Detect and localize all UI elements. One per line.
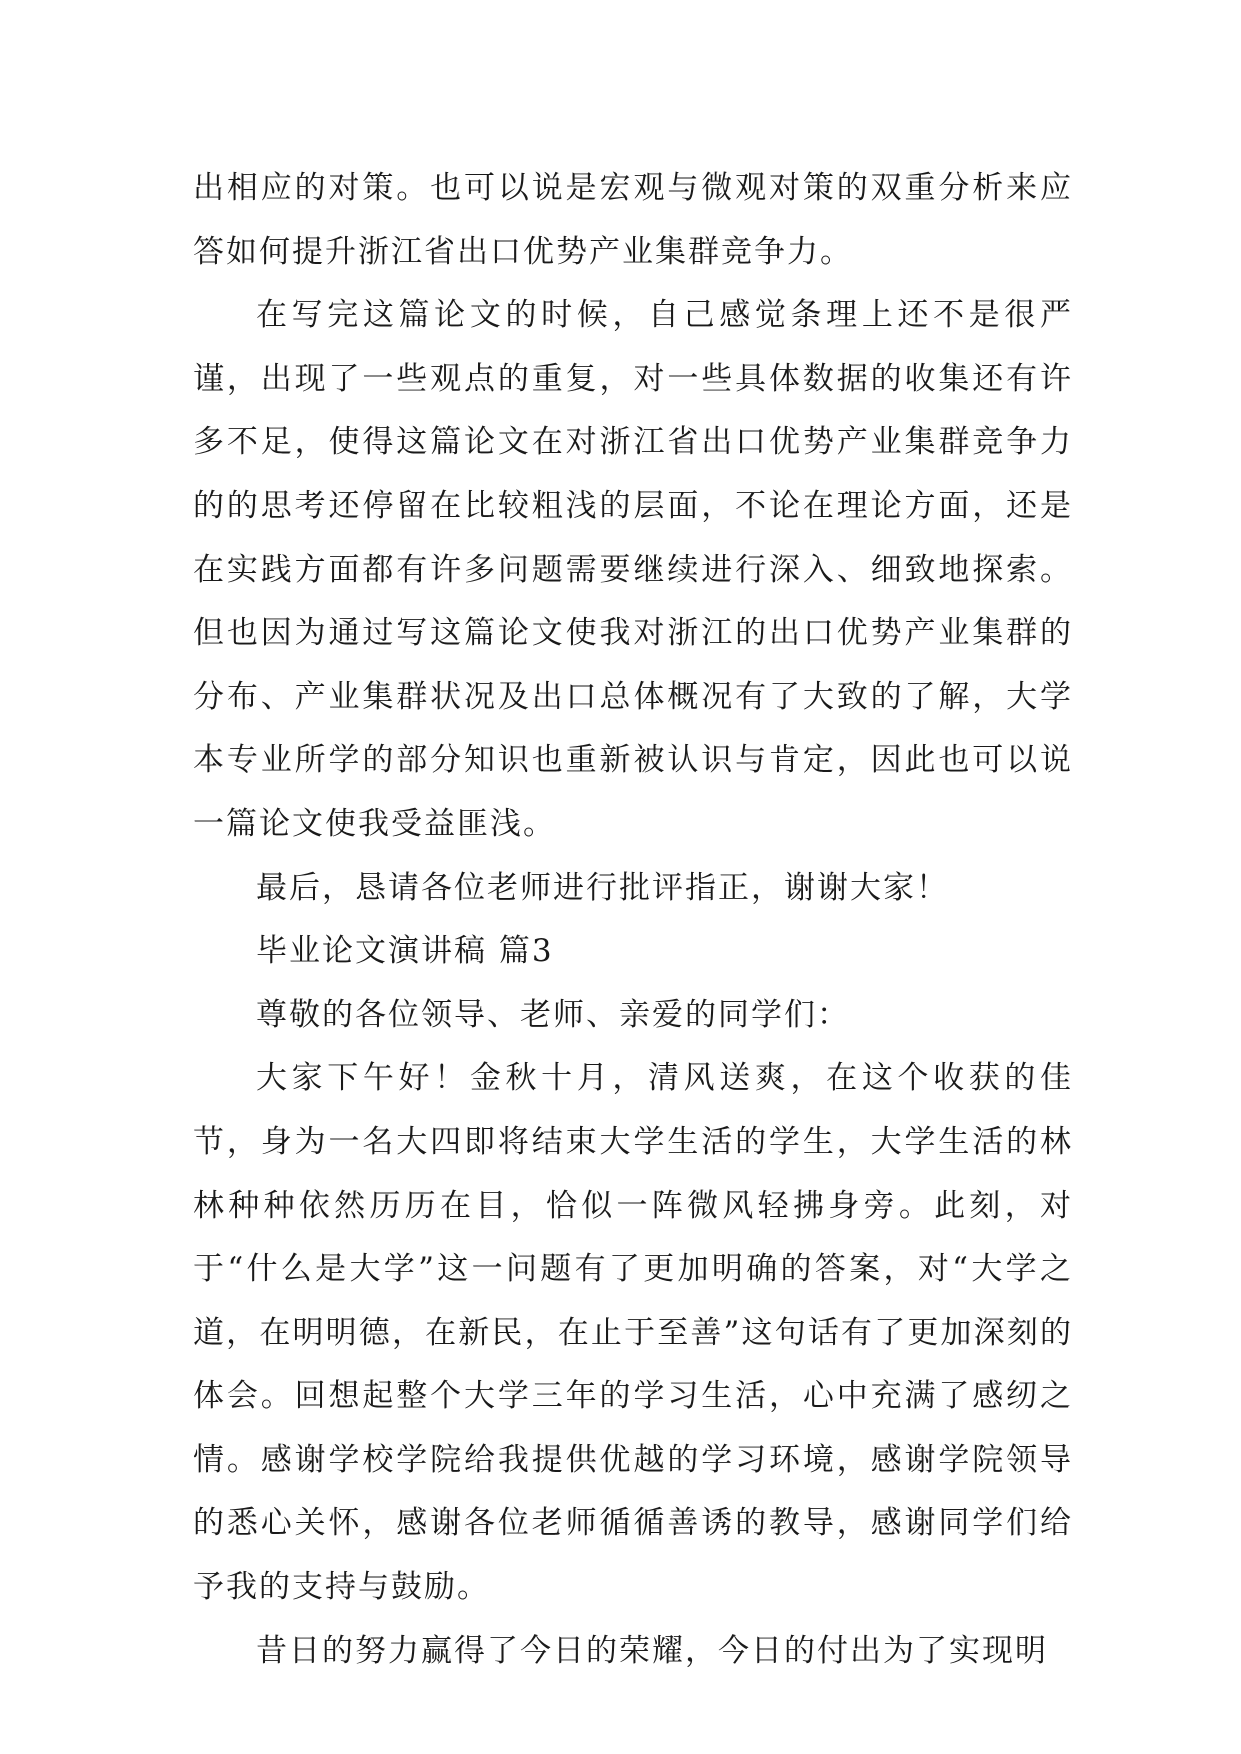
paragraph-continued: 出相应的对策。也可以说是宏观与微观对策的双重分析来应答如何提升浙江省出口优势产业集群竞争力。 xyxy=(193,170,1073,270)
paragraph-greeting: 大家下午好！金秋十月，清风送爽，在这个收获的佳节，身为一名大四即将结束大学生活的学生，大学生活的林林种种依然历历在目，恰似一阵微风轻拂身旁。此刻，对于“什么是大学”这一问题有了更加明确的答案，对“大学之道，在明明德，在新民，在止于至善”这句话有了更加深刻的体会。回想起整个大学三年的学习生活，心中充满了感纫之情。感谢学校学院给我提供优越的学习环境，感谢学院领导的悉心关怀，感谢各位老师循循善诱的教导，感谢同学们给予我的支持与鼓励。 xyxy=(193,1060,1073,1606)
document-body xyxy=(193,157,1073,1683)
paragraph-reflection: 在写完这篇论文的时候，自己感觉条理上还不是很严谨，出现了一些观点的重复，对一些具体数据的收集还有许多不足，使得这篇论文在对浙江省出口优势产业集群竞争力的的思考还停留在比较粗浅的层面，不论在理论方面，还是在实践方面都有许多问题需要继续进行深入、细致地探索。但也因为通过写这篇论文使我对浙江的出口优势产业集群的分布、产业集群状况及出口总体概况有了大致的了解，大学本专业所学的部分知识也重新被认识与肯定，因此也可以说一篇论文使我受益匪浅。 xyxy=(193,297,1073,842)
salutation: 尊敬的各位领导、老师、亲爱的同学们： xyxy=(256,996,850,1033)
section-heading: 毕业论文演讲稿 篇3 xyxy=(256,933,554,970)
paragraph-closing: 最后，恳请各位老师进行批评指正，谢谢大家！ xyxy=(256,869,949,906)
paragraph-final: 昔日的努力赢得了今日的荣耀，今日的付出为了实现明 xyxy=(256,1632,1048,1669)
